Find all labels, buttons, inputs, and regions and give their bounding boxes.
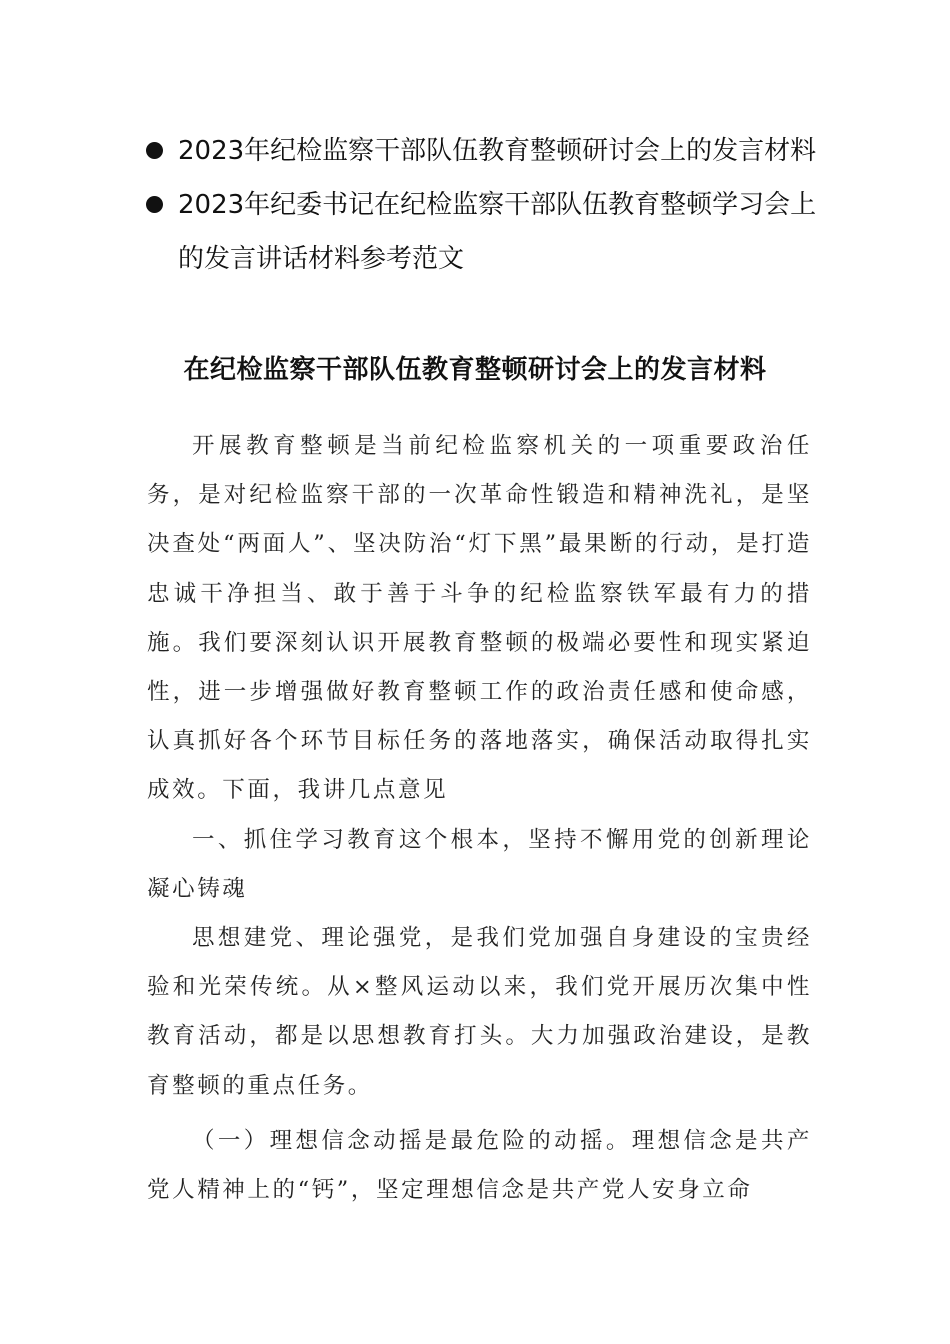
toc-item-label: 2023年纪委书记在纪检监察干部队伍教育整顿学习会上的发言讲话材料参考范文	[178, 190, 817, 274]
section-heading: 一、抓住学习教育这个根本，坚持不懈用党的创新理论凝心铸魂	[147, 826, 812, 902]
document-body	[147, 422, 812, 1215]
paragraph: 开展教育整顿是当前纪检监察机关的一项重要政治任务，是对纪检监察干部的一次革命性锻造和精神洗礼，是坚决查处“两面人”、坚决防治“灯下黑”最果断的行动，是打造忠诚干净担当、敢于善于斗争的纪检监察铁军最有力的措施。我们要深刻认识开展教育整顿的极端必要性和现实紧迫性，进一步增强做好教育整顿工作的政治责任感和使命感，认真抓好各个环节目标任务的落地落实，确保活动取得扎实成效。下面，我讲几点意见	[147, 433, 812, 804]
document-title: 在纪检监察干部队伍教育整顿研讨会上的发言材料	[183, 355, 767, 385]
paragraph: （一）理想信念动摇是最危险的动摇。理想信念是共产党人精神上的“钙”，坚定理想信念是共产党人安身立命	[147, 1127, 812, 1204]
toc-list	[0, 124, 950, 286]
toc-item[interactable]	[0, 124, 950, 178]
bullet-dot-icon	[146, 142, 163, 159]
toc-item-label: 2023年纪检监察干部队伍教育整顿研讨会上的发言材料	[178, 136, 817, 166]
paragraph: 思想建党、理论强党，是我们党加强自身建设的宝贵经验和光荣传统。从×整风运动以来，我们党开展历次集中性教育活动，都是以思想教育打头。大力加强政治建设，是教育整顿的重点任务。	[147, 925, 812, 1099]
bullet-dot-icon	[146, 196, 163, 213]
toc-item[interactable]	[0, 178, 950, 286]
